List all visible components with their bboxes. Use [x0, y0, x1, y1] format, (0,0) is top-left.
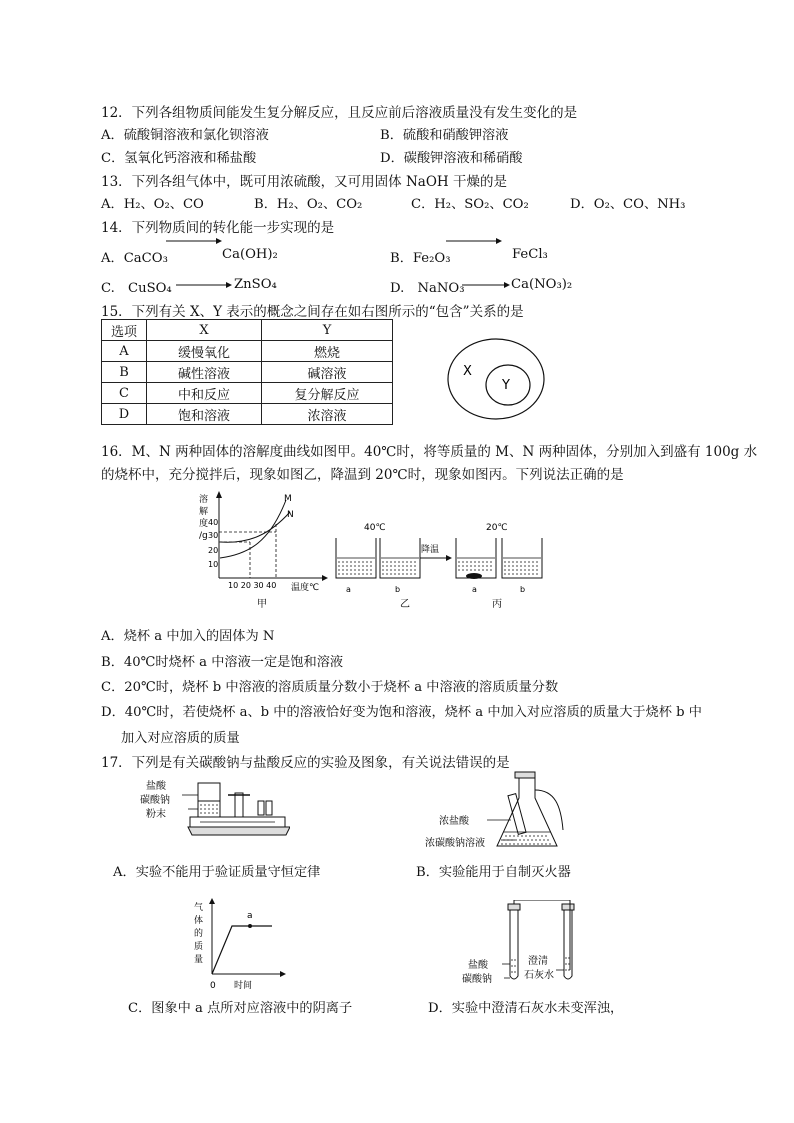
svg-text:a: a — [346, 585, 351, 594]
table-cell: 浓溶液 — [262, 404, 393, 425]
svg-text:石灰水: 石灰水 — [524, 970, 554, 981]
q14-arrow-d — [462, 280, 510, 290]
svg-text:气: 气 — [194, 903, 204, 913]
svg-text:0: 0 — [210, 981, 216, 991]
q16-stem-line1: 16．M、N 两种固体的溶解度曲线如图甲。40℃时，将等质量的 M、N 两种固体，分别加入到盛有 100g 水 — [101, 444, 758, 460]
table-cell: D — [102, 404, 147, 425]
svg-text:降温: 降温 — [421, 545, 440, 555]
q13-option-a: A．H₂、O₂、CO — [101, 197, 204, 212]
table-row — [102, 383, 393, 404]
svg-text:乙: 乙 — [400, 599, 410, 610]
svg-text:30: 30 — [208, 531, 219, 540]
venn-label-x: X — [463, 364, 472, 379]
q16-option-d-line2: 加入对应溶质的质量 — [121, 731, 240, 746]
table-cell: A — [102, 341, 147, 362]
svg-text:浓盐酸: 浓盐酸 — [439, 816, 469, 827]
table-cell: 缓慢氧化 — [147, 341, 262, 362]
svg-text:/g: /g — [199, 531, 208, 541]
svg-text:40: 40 — [208, 518, 219, 527]
svg-text:的: 的 — [194, 929, 204, 939]
svg-text:质: 质 — [194, 942, 204, 952]
table-header: X — [147, 320, 262, 341]
svg-text:度: 度 — [199, 519, 209, 529]
table-cell: B — [102, 362, 147, 383]
q13-stem: 13．下列各组气体中，既可用浓硫酸，又可用固体 NaOH 干燥的是 — [101, 174, 507, 190]
svg-text:盐酸: 盐酸 — [146, 781, 166, 792]
q16-option-d-line1: D．40℃时，若使烧杯 a、b 中的溶液恰好变为饱和溶液，烧杯 a 中加入对应溶质的质量大于烧杯 b 中 — [101, 705, 702, 720]
svg-text:N: N — [287, 510, 294, 520]
svg-text:解: 解 — [199, 507, 209, 517]
svg-text:b: b — [395, 585, 401, 594]
q15-venn-diagram — [446, 337, 546, 421]
q12-option-b: B．硫酸和硝酸钾溶液 — [380, 128, 509, 143]
q14-option-a-to: Ca(OH)₂ — [222, 247, 278, 262]
q14-option-d-from: D. NaNO₃ — [390, 281, 465, 296]
q13-option-b: B．H₂、O₂、CO₂ — [254, 197, 363, 212]
q14-option-b-from: B．Fe₂O₃ — [390, 251, 451, 266]
svg-text:盐酸: 盐酸 — [468, 960, 488, 971]
svg-text:粉末: 粉末 — [146, 809, 166, 820]
q16-figure — [190, 486, 730, 616]
table-cell: 复分解反应 — [262, 383, 393, 404]
svg-text:澄清: 澄清 — [528, 956, 548, 967]
svg-text:丙: 丙 — [492, 599, 502, 610]
q14-arrow-b — [446, 236, 502, 246]
svg-text:浓碳酸钠溶液: 浓碳酸钠溶液 — [425, 838, 485, 849]
q16-option-b: B．40℃时烧杯 a 中溶液一定是饱和溶液 — [101, 655, 344, 670]
table-cell: 饱和溶液 — [147, 404, 262, 425]
q14-option-b-to: FeCl₃ — [512, 247, 548, 262]
table-cell: 中和反应 — [147, 383, 262, 404]
q16-stem-line2: 的烧杯中，充分搅拌后，现象如图乙，降温到 20℃时，现象如图丙。下列说法正确的是 — [101, 467, 624, 483]
curve-n — [220, 512, 290, 542]
q14-option-a-from: A．CaCO₃ — [101, 251, 168, 266]
svg-text:时间: 时间 — [234, 981, 253, 991]
q12-option-c: C．氢氧化钙溶液和稀盐酸 — [101, 151, 257, 166]
table-cell: 碱溶液 — [262, 362, 393, 383]
table-row — [102, 404, 393, 425]
q14-option-c-to: ZnSO₄ — [234, 277, 277, 292]
svg-text:量: 量 — [194, 955, 204, 965]
table-header-row — [102, 320, 393, 341]
q12-option-d: D．碳酸钾溶液和稀硝酸 — [380, 151, 523, 166]
q15-stem: 15．下列有关 X、Y 表示的概念之间存在如右图所示的“包含”关系的是 — [101, 304, 524, 320]
svg-text:b: b — [520, 585, 526, 594]
svg-text:a: a — [472, 585, 477, 594]
q12-stem: 12．下列各组物质间能发生复分解反应，且反应前后溶液质量没有发生变化的是 — [101, 105, 578, 121]
q14-option-c-from: C. CuSO₄ — [101, 281, 172, 296]
q17-option-d: D．实验中澄清石灰水未变浑浊， — [428, 1001, 624, 1016]
svg-text:20℃: 20℃ — [486, 523, 508, 533]
svg-text:碳酸钠: 碳酸钠 — [462, 974, 492, 985]
q14-arrow-a — [166, 236, 222, 246]
svg-text:10: 10 — [208, 560, 219, 569]
q15-table — [101, 319, 393, 425]
svg-text:体: 体 — [194, 916, 204, 926]
table-header: Y — [262, 320, 393, 341]
table-cell: C — [102, 383, 147, 404]
q17-figure-c-graph — [190, 896, 300, 996]
q17-figure-b-flask — [425, 770, 585, 855]
q17-stem: 17．下列是有关碳酸钠与盐酸反应的实验及图象，有关说法错误的是 — [101, 755, 510, 771]
q13-option-c: C．H₂、SO₂、CO₂ — [411, 197, 529, 212]
svg-text:10 20 30 40: 10 20 30 40 — [228, 581, 277, 590]
table-cell: 燃烧 — [262, 341, 393, 362]
q17-option-a: A．实验不能用于验证质量守恒定律 — [113, 865, 321, 880]
table-cell: 碱性溶液 — [147, 362, 262, 383]
q14-option-d-to: Ca(NO₃)₂ — [511, 277, 573, 292]
svg-text:a: a — [247, 911, 253, 921]
svg-text:温度℃: 温度℃ — [291, 583, 320, 593]
svg-text:20: 20 — [208, 546, 219, 555]
q14-arrow-c — [176, 280, 232, 290]
q17-option-b: B．实验能用于自制灭火器 — [416, 865, 571, 880]
venn-label-y: Y — [502, 378, 510, 393]
table-header: 选项 — [102, 320, 147, 341]
svg-text:M: M — [284, 494, 292, 504]
q14-stem: 14．下列物质间的转化能一步实现的是 — [101, 220, 335, 236]
q17-figure-a-balance — [140, 775, 290, 850]
table-row — [102, 341, 393, 362]
svg-text:溶: 溶 — [199, 495, 209, 505]
q13-option-d: D．O₂、CO、NH₃ — [570, 197, 686, 212]
q17-option-c: C．图象中 a 点所对应溶液中的阴离子 — [128, 1001, 353, 1016]
q16-option-a: A．烧杯 a 中加入的固体为 N — [101, 629, 275, 644]
svg-text:甲: 甲 — [257, 599, 267, 610]
table-row — [102, 362, 393, 383]
svg-text:碳酸钠: 碳酸钠 — [140, 795, 170, 806]
q16-option-c: C．20℃时，烧杯 b 中溶液的溶质质量分数小于烧杯 a 中溶液的溶质质量分数 — [101, 680, 559, 695]
svg-text:40℃: 40℃ — [364, 523, 386, 533]
q12-option-a: A．硫酸铜溶液和氯化钡溶液 — [101, 128, 269, 143]
q17-figure-d-tubes — [462, 900, 602, 990]
